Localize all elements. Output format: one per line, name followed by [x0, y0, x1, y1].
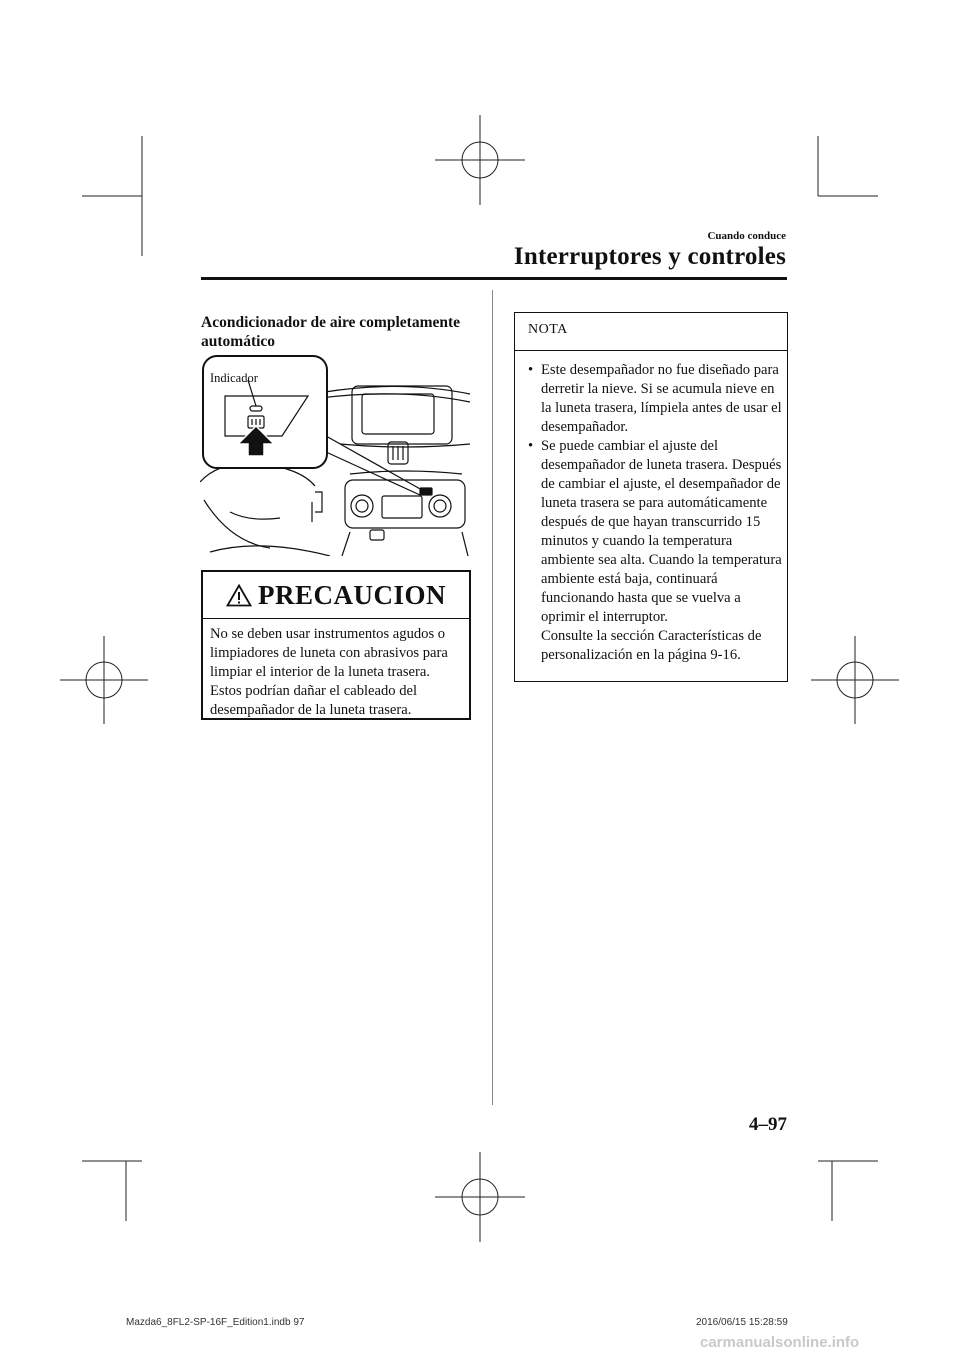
caution-box: [201, 570, 471, 720]
caution-divider: [203, 618, 469, 619]
caution-text: No se deben usar instrumentos agudos o limpiadores de luneta con abrasivos para limpiar el interior de la luneta trasera. Estos podrían dañar el cableado del desempañador de la luneta trasera.: [210, 626, 448, 718]
caution-heading: [203, 580, 469, 611]
header-rule: [201, 277, 787, 280]
footer-file-info: Mazda6_8FL2-SP-16F_Edition1.indb 97: [126, 1317, 305, 1328]
indicator-callout-label: Indicador: [210, 371, 258, 385]
column-divider: [492, 290, 493, 1105]
footer-date-info: 2016/06/15 15:28:59: [696, 1317, 788, 1328]
watermark: carmanualsonline.info: [700, 1334, 860, 1351]
running-header-section: Cuando conduce: [707, 230, 786, 242]
subsection-title: Acondicionador de aire completamente automático: [201, 314, 461, 350]
note-list: [515, 361, 785, 665]
note-divider: [515, 350, 787, 351]
running-header-title: Interruptores y controles: [513, 243, 786, 270]
warning-triangle-icon: [226, 584, 252, 607]
note-box: [514, 312, 788, 682]
note-heading: NOTA: [528, 322, 568, 337]
list-item: • Se puede cambiar el ajuste del desempañador de luneta trasera. Después de cambiar el ajuste, el desempañador de luneta trasera se para automáticamente después de que hayan transcurrido 15 minutos y cuando la temperatura ambiente sea alta. Cuando la temperatura ambiente está baja, continuará funcionando hasta que se vuelva a oprimir el interruptor. Consulte la sección Características de personalización en la página 9-16.: [528, 438, 782, 663]
caution-heading-text: PRECAUCION: [257, 580, 446, 610]
list-item: • Este desempañador no fue diseñado para derretir la nieve. Si se acumula nieve en la luneta trasera, límpiela antes de usar el desempañador.: [528, 362, 782, 435]
page-number: 4–97: [749, 1114, 787, 1135]
